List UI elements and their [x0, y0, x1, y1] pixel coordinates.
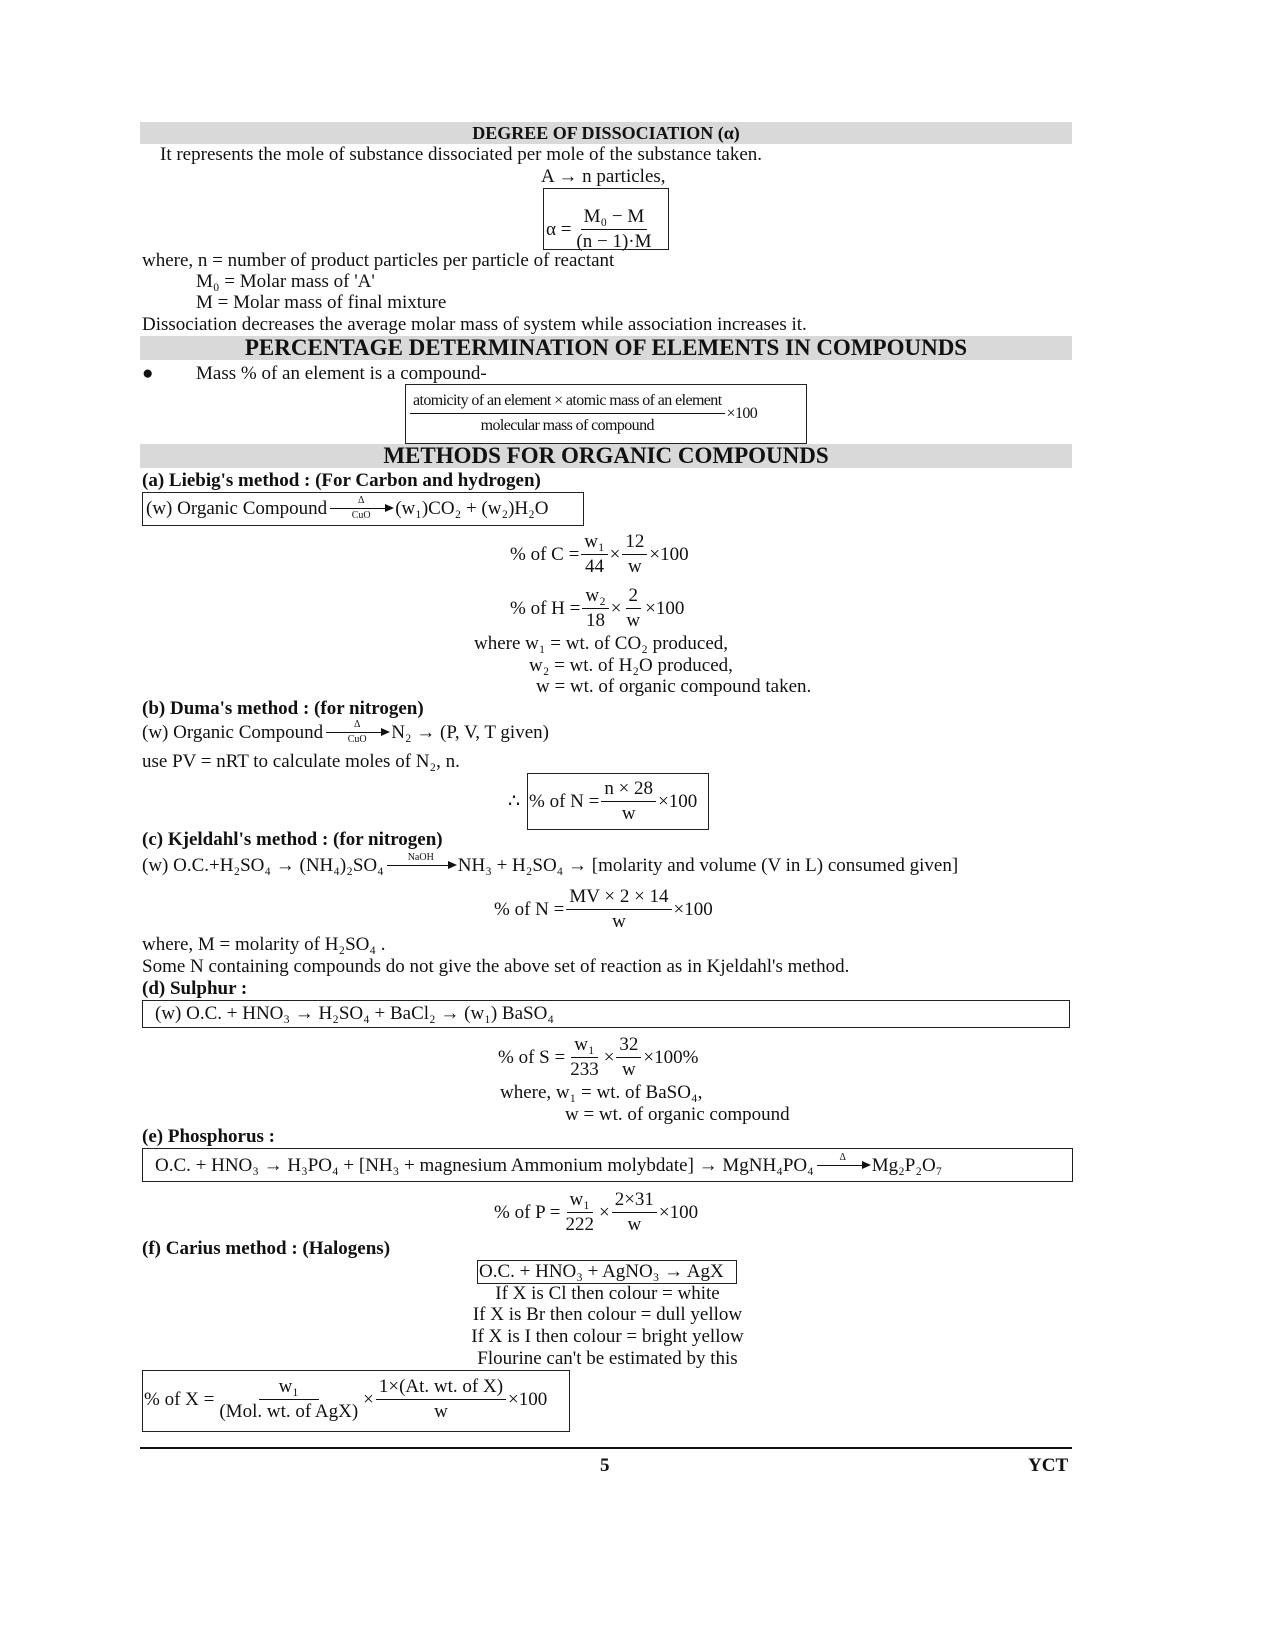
phosphorus-title: (e) Phosphorus :	[142, 1126, 276, 1147]
section-heading-methods: METHODS FOR ORGANIC COMPOUNDS	[140, 444, 1072, 468]
kjeldahl-where: where, M = molarity of H₂SO₄ .	[142, 934, 386, 955]
mass-percent-formula-box: $\frac{\text{atomicity of an element × atomic mass of an element}}{\text{molecular mass of compound}}$ ×100	[405, 384, 807, 444]
carius-formula-box: % of X = $\frac{\text{w₁}}{\text{(Mol. wt. of AgX)}}$ × $\frac{\text{1×(At. wt. of X)}}{w}$ ×100	[142, 1370, 570, 1432]
footer-rule	[140, 1447, 1072, 1449]
carius-title: (f) Carius method : (Halogens)	[142, 1238, 391, 1259]
carius-line-4: Flourine can't be estimated by this	[477, 1348, 738, 1369]
dumas-formula-box: % of N = $\frac{n \times 28}{w}$ ×100	[527, 773, 709, 830]
where-line-2: M₀ = Molar mass of 'A'	[196, 271, 375, 292]
dissociation-reaction: A → n particles,	[541, 166, 666, 187]
therefore-icon: ∴	[508, 791, 521, 812]
kjeldahl-title: (c) Kjeldahl's method : (for nitrogen)	[142, 829, 443, 850]
liebig-reaction-box: (w) Organic Compound Δ CuO (w₁)CO₂ + (w₂)H₂O	[142, 492, 584, 526]
carius-reaction-box: O.C. + HNO₃ + AgNO₃ → AgX	[477, 1260, 737, 1284]
section-heading-dissociation: DEGREE OF DISSOCIATION (α)	[140, 122, 1072, 144]
mass-percent-fraction: $\frac{\text{atomicity of an element × atomic mass of an element}}{\text{molecular mass of compound}}$	[410, 389, 725, 438]
where-line-3: M = Molar mass of final mixture	[196, 292, 447, 313]
dissociation-intro: It represents the mole of substance dissociated per mole of the substance taken.	[160, 144, 762, 165]
percent-p-formula: % of P = $\frac{\text{w₁}}{222}$ × $\frac{2\times 31}{w}$ ×100	[494, 1189, 699, 1235]
heat-arrow-icon: Δ	[817, 1153, 869, 1178]
liebig-where-1: where w₁ = wt. of CO₂ produced,	[474, 633, 729, 654]
carius-line-2: If X is Br then colour = dull yellow	[472, 1304, 743, 1325]
mass-percent-text: Mass % of an element is a compound-	[196, 363, 487, 384]
sulphur-where-2: w = wt. of organic compound	[565, 1104, 790, 1125]
page-number: 5	[600, 1455, 610, 1476]
sulphur-where-1: where, w₁ = wt. of BaSO₄,	[500, 1082, 703, 1103]
dumas-title: (b) Duma's method : (for nitrogen)	[142, 698, 424, 719]
percent-s-formula: % of S = $\frac{\text{w₁}}{233}$ × $\frac{32}{w}$ ×100%	[498, 1034, 699, 1080]
heat-arrow-icon: Δ CuO	[330, 496, 392, 521]
carius-line-3: If X is I then colour = bright yellow	[471, 1326, 744, 1347]
section-heading-percentage: PERCENTAGE DETERMINATION OF ELEMENTS IN COMPOUNDS	[140, 336, 1072, 360]
kjeldahl-note: Some N containing compounds do not give the above set of reaction as in Kjeldahl's method.	[142, 956, 850, 977]
kjeldahl-reaction: (w) O.C.+H₂SO₄ → (NH₄)₂SO₄ NaOH NH₃ + H₂SO₄ → [molarity and volume (V in L) consumed given]	[142, 853, 958, 878]
liebig-where-2: w₂ = wt. of H₂O produced,	[529, 655, 733, 676]
phosphorus-reaction-box: O.C. + HNO₃ → H₃PO₄ + [NH₃ + magnesium Ammonium molybdate] → MgNH₄PO₄ Δ Mg₂P₂O₇	[142, 1148, 1073, 1182]
alpha-lhs: α =	[546, 218, 572, 240]
naoh-arrow-icon: NaOH	[387, 853, 455, 878]
dissociation-note: Dissociation decreases the average molar mass of system while association increases it.	[142, 314, 807, 335]
sulphur-reaction-box: (w) O.C. + HNO₃ → H₂SO₄ + BaCl₂ → (w₁) BaSO₄	[142, 1000, 1070, 1028]
dumas-reaction: (w) Organic Compound Δ CuO N₂ → (P, V, T given)	[142, 719, 549, 745]
alpha-fraction: $\frac{\text{M₀ − M}}{(n - 1)\cdot M}$	[576, 206, 652, 252]
dumas-note: use PV = nRT to calculate moles of N₂, n.	[142, 751, 460, 772]
kjeldahl-formula: % of N = $\frac{MV \times 2 \times 14}{w}$ ×100	[494, 886, 713, 932]
where-line-1: where, n = number of product particles per particle of reactant	[142, 250, 615, 271]
percent-c-formula: % of C = $\frac{\text{w₁}}{44}$ × $\frac{12}{w}$ ×100	[510, 531, 689, 577]
alpha-formula-box	[543, 188, 669, 250]
footer-brand: YCT	[1028, 1455, 1069, 1476]
sulphur-title: (d) Sulphur :	[142, 978, 248, 999]
liebig-title: (a) Liebig's method : (For Carbon and hydrogen)	[142, 470, 541, 491]
liebig-where-3: w = wt. of organic compound taken.	[536, 676, 812, 697]
bullet-icon: ●	[142, 363, 154, 384]
carius-line-1: If X is Cl then colour = white	[495, 1283, 720, 1304]
percent-h-formula: % of H = $\frac{\text{w₂}}{18}$ × $\frac{2}{w}$ ×100	[510, 585, 685, 631]
heat-arrow-icon: Δ CuO	[326, 720, 388, 745]
